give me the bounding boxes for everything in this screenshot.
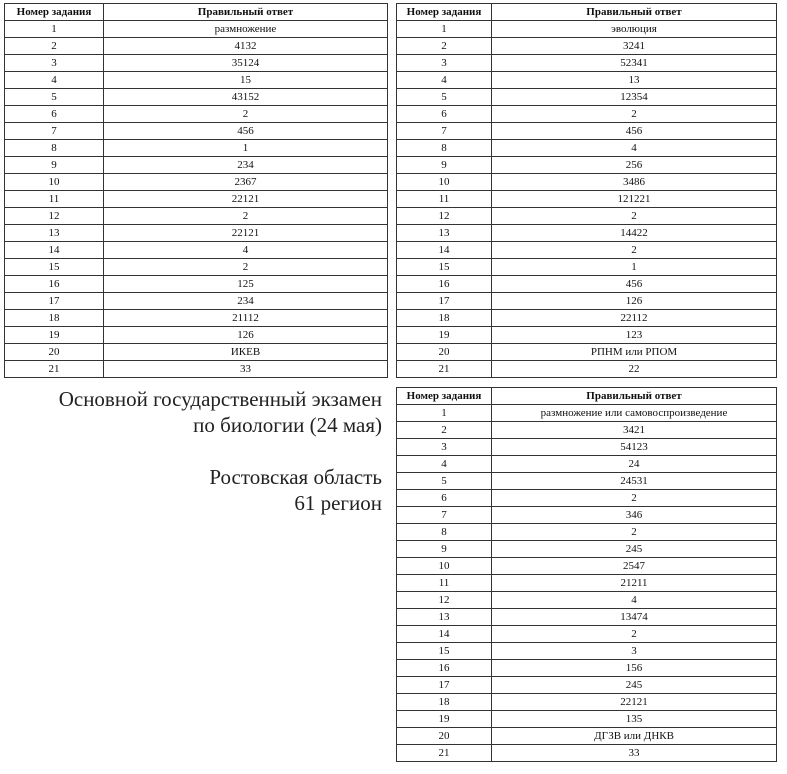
table-row bbox=[397, 276, 777, 293]
task-number-cell: 5 bbox=[5, 89, 104, 106]
answer-cell: 54123 bbox=[492, 439, 777, 456]
table-row bbox=[397, 626, 777, 643]
answer-cell: 2 bbox=[492, 626, 777, 643]
answer-cell: 2 bbox=[492, 208, 777, 225]
answer-cell: 33 bbox=[492, 745, 777, 762]
task-number-cell: 1 bbox=[397, 21, 492, 38]
task-number-cell: 21 bbox=[5, 361, 104, 378]
table-row bbox=[5, 225, 388, 242]
answer-cell: размножение или самовоспроизведение bbox=[492, 405, 777, 422]
task-number-cell: 14 bbox=[397, 242, 492, 259]
table-row bbox=[397, 208, 777, 225]
task-number-cell: 20 bbox=[5, 344, 104, 361]
task-number-cell: 4 bbox=[5, 72, 104, 89]
table-row bbox=[397, 694, 777, 711]
table-header-row bbox=[397, 388, 777, 405]
table-row bbox=[397, 660, 777, 677]
table-row bbox=[5, 140, 388, 157]
answer-cell: 15 bbox=[104, 72, 388, 89]
task-number-cell: 18 bbox=[397, 310, 492, 327]
answer-cell: 2 bbox=[104, 106, 388, 123]
answer-cell: 13 bbox=[492, 72, 777, 89]
table-row bbox=[397, 259, 777, 276]
table-row bbox=[5, 293, 388, 310]
task-number-cell: 3 bbox=[5, 55, 104, 72]
answer-cell: 2 bbox=[104, 208, 388, 225]
exam-title-line-2: по биологии (24 мая) bbox=[193, 413, 382, 437]
table-row bbox=[5, 21, 388, 38]
task-number-cell: 12 bbox=[397, 592, 492, 609]
task-number-cell: 8 bbox=[397, 140, 492, 157]
header-correct-answer: Правильный ответ bbox=[492, 388, 777, 405]
table-row bbox=[397, 677, 777, 694]
table-row bbox=[397, 191, 777, 208]
task-number-cell: 7 bbox=[5, 123, 104, 140]
task-number-cell: 9 bbox=[397, 157, 492, 174]
task-number-cell: 15 bbox=[397, 259, 492, 276]
task-number-cell: 16 bbox=[397, 660, 492, 677]
answer-cell: 2 bbox=[104, 259, 388, 276]
task-number-cell: 6 bbox=[397, 106, 492, 123]
table-row bbox=[5, 89, 388, 106]
region-block bbox=[59, 464, 382, 516]
task-number-cell: 11 bbox=[397, 575, 492, 592]
task-number-cell: 2 bbox=[397, 38, 492, 55]
table-row bbox=[397, 225, 777, 242]
table-row bbox=[397, 38, 777, 55]
task-number-cell: 16 bbox=[5, 276, 104, 293]
task-number-cell: 3 bbox=[397, 439, 492, 456]
exam-title-line-1: Основной государственный экзамен bbox=[58, 387, 382, 411]
answer-cell: 3 bbox=[492, 643, 777, 660]
task-number-cell: 7 bbox=[397, 123, 492, 140]
answer-cell: 3421 bbox=[492, 422, 777, 439]
answer-cell: 1 bbox=[104, 140, 388, 157]
task-number-cell: 18 bbox=[397, 694, 492, 711]
task-number-cell: 11 bbox=[397, 191, 492, 208]
region-name: Ростовская область bbox=[209, 465, 382, 489]
task-number-cell: 19 bbox=[5, 327, 104, 344]
task-number-cell: 3 bbox=[397, 55, 492, 72]
task-number-cell: 5 bbox=[397, 89, 492, 106]
answer-cell: размножение bbox=[104, 21, 388, 38]
answer-cell: 52341 bbox=[492, 55, 777, 72]
task-number-cell: 17 bbox=[397, 677, 492, 694]
task-number-cell: 11 bbox=[5, 191, 104, 208]
answer-cell: 24 bbox=[492, 456, 777, 473]
answer-cell: 3486 bbox=[492, 174, 777, 191]
answer-cell: 256 bbox=[492, 157, 777, 174]
table-row bbox=[397, 558, 777, 575]
table-body bbox=[397, 405, 777, 762]
table-row bbox=[5, 123, 388, 140]
task-number-cell: 17 bbox=[5, 293, 104, 310]
task-number-cell: 9 bbox=[397, 541, 492, 558]
table-row bbox=[5, 208, 388, 225]
task-number-cell: 9 bbox=[5, 157, 104, 174]
answer-cell: 2547 bbox=[492, 558, 777, 575]
task-number-cell: 10 bbox=[397, 174, 492, 191]
answer-cell: 2 bbox=[492, 242, 777, 259]
answer-cell: 35124 bbox=[104, 55, 388, 72]
task-number-cell: 19 bbox=[397, 711, 492, 728]
header-task-number: Номер задания bbox=[397, 388, 492, 405]
answer-cell: 126 bbox=[104, 327, 388, 344]
task-number-cell: 4 bbox=[397, 72, 492, 89]
answer-cell: 21211 bbox=[492, 575, 777, 592]
answer-cell: эволюция bbox=[492, 21, 777, 38]
answer-cell: 13474 bbox=[492, 609, 777, 626]
answer-cell: 4 bbox=[492, 592, 777, 609]
table-row bbox=[5, 361, 388, 378]
header-correct-answer: Правильный ответ bbox=[492, 4, 777, 21]
table-row bbox=[397, 728, 777, 745]
task-number-cell: 15 bbox=[5, 259, 104, 276]
task-number-cell: 16 bbox=[397, 276, 492, 293]
answer-cell: 22 bbox=[492, 361, 777, 378]
answer-cell: 1 bbox=[492, 259, 777, 276]
table-row bbox=[5, 276, 388, 293]
answer-cell: 2 bbox=[492, 524, 777, 541]
header-task-number: Номер задания bbox=[397, 4, 492, 21]
answer-cell: 125 bbox=[104, 276, 388, 293]
table-row bbox=[5, 55, 388, 72]
task-number-cell: 21 bbox=[397, 361, 492, 378]
table-row bbox=[397, 575, 777, 592]
answer-cell: 12354 bbox=[492, 89, 777, 106]
answer-cell: 43152 bbox=[104, 89, 388, 106]
task-number-cell: 8 bbox=[397, 524, 492, 541]
task-number-cell: 14 bbox=[397, 626, 492, 643]
answer-cell: 24531 bbox=[492, 473, 777, 490]
table-row bbox=[397, 643, 777, 660]
table-row bbox=[397, 140, 777, 157]
answer-cell: 33 bbox=[104, 361, 388, 378]
task-number-cell: 5 bbox=[397, 473, 492, 490]
table-row bbox=[397, 72, 777, 89]
table-row bbox=[5, 174, 388, 191]
task-number-cell: 1 bbox=[397, 405, 492, 422]
table-row bbox=[397, 55, 777, 72]
answer-cell: 456 bbox=[104, 123, 388, 140]
table-row bbox=[397, 711, 777, 728]
answers-table-3 bbox=[396, 387, 777, 762]
answer-cell: 456 bbox=[492, 123, 777, 140]
task-number-cell: 2 bbox=[397, 422, 492, 439]
table-row bbox=[397, 592, 777, 609]
region-number: 61 регион bbox=[294, 491, 382, 515]
answer-cell: 2 bbox=[492, 490, 777, 507]
table-row bbox=[397, 361, 777, 378]
table-row bbox=[5, 242, 388, 259]
answer-cell: 2367 bbox=[104, 174, 388, 191]
answer-cell: 135 bbox=[492, 711, 777, 728]
header-correct-answer: Правильный ответ bbox=[104, 4, 388, 21]
answer-cell: 245 bbox=[492, 541, 777, 558]
answer-cell: ИКЕВ bbox=[104, 344, 388, 361]
table-row bbox=[397, 745, 777, 762]
task-number-cell: 10 bbox=[397, 558, 492, 575]
task-number-cell: 7 bbox=[397, 507, 492, 524]
task-number-cell: 10 bbox=[5, 174, 104, 191]
answer-cell: 4132 bbox=[104, 38, 388, 55]
answer-cell: 346 bbox=[492, 507, 777, 524]
header-task-number: Номер задания bbox=[5, 4, 104, 21]
table-row bbox=[397, 327, 777, 344]
task-number-cell: 4 bbox=[397, 456, 492, 473]
table-row bbox=[397, 422, 777, 439]
table-row bbox=[397, 609, 777, 626]
task-number-cell: 13 bbox=[5, 225, 104, 242]
table-row bbox=[397, 242, 777, 259]
table-row bbox=[397, 174, 777, 191]
task-number-cell: 12 bbox=[5, 208, 104, 225]
answers-table-2 bbox=[396, 3, 777, 378]
answer-cell: 3241 bbox=[492, 38, 777, 55]
answer-cell: 245 bbox=[492, 677, 777, 694]
table-row bbox=[397, 473, 777, 490]
answer-cell: 22121 bbox=[492, 694, 777, 711]
task-number-cell: 20 bbox=[397, 344, 492, 361]
task-number-cell: 6 bbox=[397, 490, 492, 507]
answer-cell: 22112 bbox=[492, 310, 777, 327]
table-row bbox=[5, 310, 388, 327]
answer-cell: 234 bbox=[104, 157, 388, 174]
task-number-cell: 17 bbox=[397, 293, 492, 310]
answer-cell: 456 bbox=[492, 276, 777, 293]
table-row bbox=[397, 456, 777, 473]
answer-cell: 14422 bbox=[492, 225, 777, 242]
table-header-row bbox=[5, 4, 388, 21]
table-row bbox=[397, 106, 777, 123]
table-row bbox=[397, 89, 777, 106]
table-row bbox=[397, 293, 777, 310]
answer-cell: 4 bbox=[492, 140, 777, 157]
answer-cell: РПНМ или РПОМ bbox=[492, 344, 777, 361]
table-header-row bbox=[397, 4, 777, 21]
table-row bbox=[397, 157, 777, 174]
answer-cell: 22121 bbox=[104, 191, 388, 208]
table-row bbox=[397, 21, 777, 38]
table-row bbox=[5, 191, 388, 208]
answer-cell: 22121 bbox=[104, 225, 388, 242]
task-number-cell: 20 bbox=[397, 728, 492, 745]
table-row bbox=[397, 541, 777, 558]
table-row bbox=[5, 106, 388, 123]
table-row bbox=[397, 310, 777, 327]
table-row bbox=[5, 344, 388, 361]
task-number-cell: 13 bbox=[397, 609, 492, 626]
table-row bbox=[5, 259, 388, 276]
answers-table-1 bbox=[4, 3, 388, 378]
table-row bbox=[397, 344, 777, 361]
table-row bbox=[5, 38, 388, 55]
answer-cell: 156 bbox=[492, 660, 777, 677]
table-body bbox=[397, 21, 777, 378]
answer-cell: 2 bbox=[492, 106, 777, 123]
answer-cell: 123 bbox=[492, 327, 777, 344]
task-number-cell: 19 bbox=[397, 327, 492, 344]
table-row bbox=[397, 507, 777, 524]
task-number-cell: 15 bbox=[397, 643, 492, 660]
task-number-cell: 12 bbox=[397, 208, 492, 225]
answer-cell: 121221 bbox=[492, 191, 777, 208]
table-row bbox=[5, 327, 388, 344]
exam-title-block bbox=[59, 386, 382, 516]
table-row bbox=[5, 157, 388, 174]
answer-cell: 126 bbox=[492, 293, 777, 310]
task-number-cell: 2 bbox=[5, 38, 104, 55]
table-row bbox=[397, 490, 777, 507]
task-number-cell: 14 bbox=[5, 242, 104, 259]
answer-cell: 234 bbox=[104, 293, 388, 310]
table-row bbox=[397, 439, 777, 456]
task-number-cell: 13 bbox=[397, 225, 492, 242]
table-row bbox=[397, 123, 777, 140]
table-row bbox=[397, 405, 777, 422]
task-number-cell: 1 bbox=[5, 21, 104, 38]
task-number-cell: 18 bbox=[5, 310, 104, 327]
table-row bbox=[397, 524, 777, 541]
task-number-cell: 21 bbox=[397, 745, 492, 762]
task-number-cell: 6 bbox=[5, 106, 104, 123]
table-row bbox=[5, 72, 388, 89]
answer-cell: 21112 bbox=[104, 310, 388, 327]
answer-cell: ДГЗВ или ДНКВ bbox=[492, 728, 777, 745]
task-number-cell: 8 bbox=[5, 140, 104, 157]
table-body bbox=[5, 21, 388, 378]
answer-cell: 4 bbox=[104, 242, 388, 259]
